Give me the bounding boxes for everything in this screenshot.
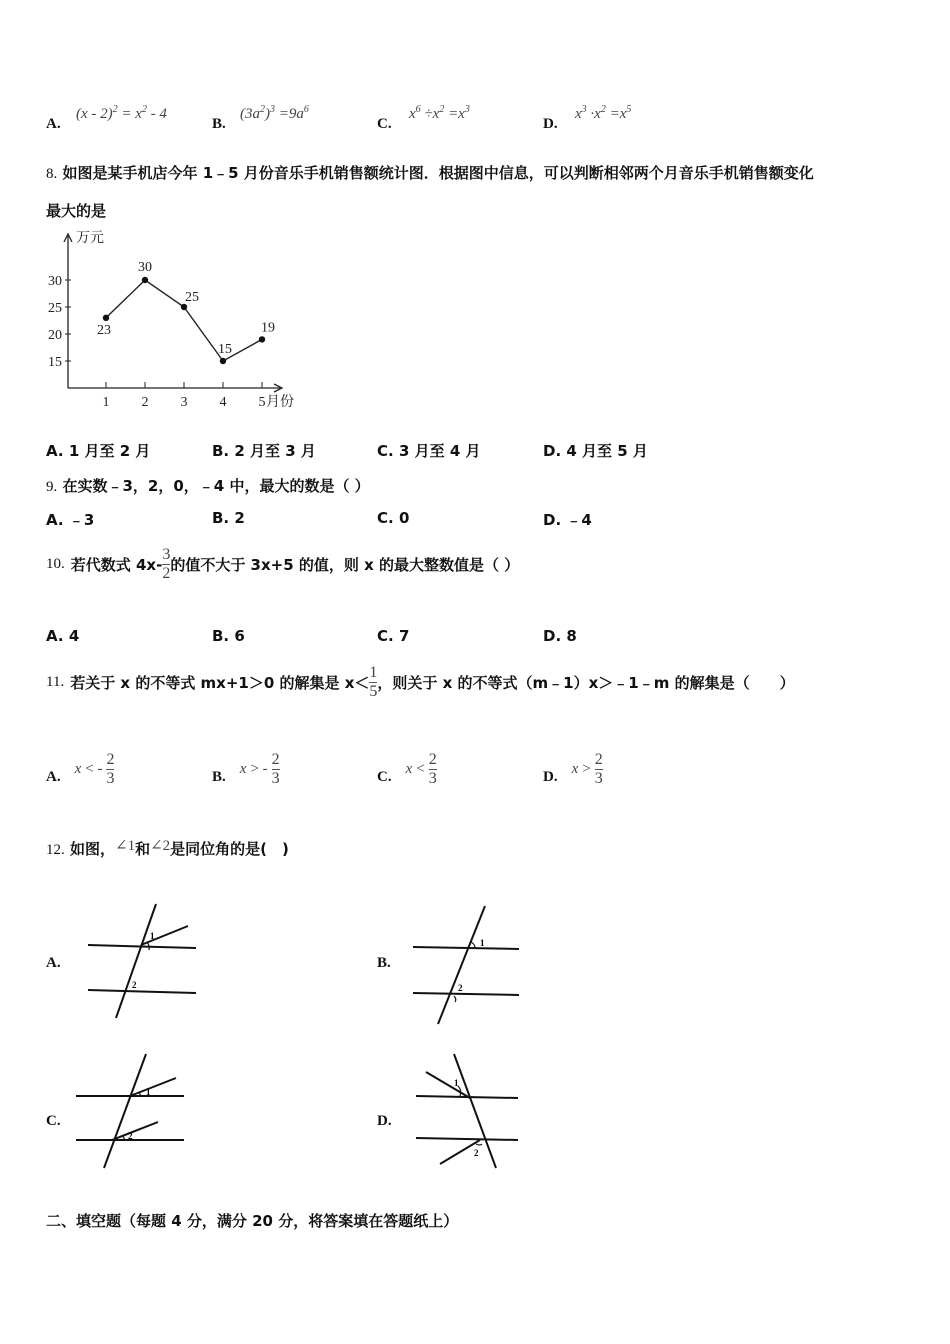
data-label: 19 [261, 320, 275, 336]
q10-option-a [46, 627, 79, 645]
option-text: ﹣4 [566, 511, 592, 529]
fraction-denominator: 5 [369, 682, 378, 700]
option-label: B. [212, 442, 230, 460]
question-text-pre: 如图， [69, 840, 115, 858]
option-label: A. [46, 442, 64, 460]
q12-figure-a [80, 898, 205, 1023]
option-text: 0 [398, 509, 410, 527]
q8-option-a [46, 440, 150, 461]
angle-1-symbol: ∠1 [115, 838, 136, 854]
option-label: D. [543, 116, 558, 132]
option-label: B. [212, 509, 230, 527]
q11-option-a [46, 746, 114, 792]
q11-stem [46, 660, 795, 704]
option-variable: x [239, 760, 247, 777]
option-expression: $x^6 \div x^2 =x^3$ [409, 104, 470, 122]
option-variable: x [571, 760, 579, 777]
option-label: C. [377, 442, 394, 460]
option-variable: x [74, 760, 82, 777]
data-label: 30 [138, 260, 152, 275]
q9-option-a [46, 509, 94, 530]
q11-option-b [212, 746, 280, 792]
question-number: 9. [46, 479, 58, 495]
option-relation: > [582, 760, 591, 777]
question-text: 在实数﹣3，2，0，﹣4 中，最大的数是（ ） [62, 477, 370, 495]
q8-stem-line1 [46, 162, 814, 183]
q8-options [0, 440, 950, 462]
fraction-denominator: 3 [594, 769, 603, 787]
fraction-numerator: 2 [271, 750, 280, 768]
q12-option-a-label: A. [46, 955, 61, 971]
option-text: ﹣3 [68, 511, 95, 529]
option-text: 1 月至 2 月 [68, 442, 151, 460]
question-text-pre: 若代数式 4x- [70, 555, 163, 574]
option-label: D. [543, 768, 558, 785]
option-expression: $(3a^2)^3 =9a^6$ [240, 104, 309, 122]
fraction-denominator: 3 [271, 769, 280, 787]
fraction-numerator: 2 [428, 750, 437, 768]
q10-option-c [377, 627, 409, 645]
fraction [162, 546, 170, 583]
y-tick-label: 25 [48, 301, 62, 316]
fraction-denominator: 2 [162, 564, 171, 582]
option-label: C. [377, 116, 392, 132]
option-label: C. [377, 627, 394, 645]
option-label: A. [46, 768, 61, 785]
fraction [106, 751, 114, 788]
option-text: 2 [234, 509, 245, 527]
question-number: 11. [46, 673, 65, 690]
option-label: D. [543, 442, 562, 460]
x-tick-label: 5 [258, 395, 266, 410]
q9-option-b [212, 509, 245, 527]
q7-options [0, 100, 950, 140]
angle-1-label: 1 [480, 938, 485, 948]
question-text-pre: 若关于 x 的不等式 mx+1＞0 的解集是 x＜ [70, 673, 370, 692]
series-line [106, 280, 262, 361]
option-text: 2 月至 3 月 [234, 442, 316, 460]
option-label: D. [543, 627, 562, 645]
x-tick-label: 4 [219, 395, 227, 410]
fraction [369, 664, 377, 701]
fraction [272, 751, 280, 788]
q12-option-b-label: B. [377, 955, 391, 971]
x-tick-label: 1 [102, 395, 110, 410]
option-label: A. [46, 627, 64, 645]
q11-option-d [543, 746, 603, 792]
fraction [429, 751, 437, 788]
question-text-post: ，则关于 x 的不等式（m﹣1）x＞﹣1﹣m 的解集是（ ） [377, 673, 795, 692]
q8-option-c [377, 440, 481, 461]
angle-1-label: 1 [454, 1078, 459, 1088]
option-text: 3 月至 4 月 [398, 442, 481, 460]
x-tick-label: 2 [141, 395, 149, 410]
option-relation: < - [85, 760, 103, 777]
option-label: B. [212, 116, 226, 132]
data-point [103, 315, 109, 321]
q8-option-b [212, 440, 316, 461]
question-text-mid: 和 [135, 840, 151, 858]
data-label: 25 [185, 290, 199, 305]
y-axis-label: 万元 [76, 231, 104, 246]
option-label: B. [212, 627, 230, 645]
option-label: A. [46, 511, 64, 529]
angle-2-label: 2 [458, 983, 463, 993]
option-relation: < [416, 760, 425, 777]
option-expression: $x^3 \cdot x^2 =x^5$ [575, 104, 632, 122]
fraction-denominator: 3 [428, 769, 437, 787]
q10-option-d [543, 627, 577, 645]
q9-option-c [377, 509, 409, 527]
question-text-post: 是同位角的是( ) [170, 840, 289, 858]
q10-options [0, 627, 950, 649]
option-text: 7 [398, 627, 410, 645]
fraction-numerator: 3 [162, 545, 171, 563]
fraction-numerator: 2 [106, 750, 115, 768]
question-number: 8. [46, 166, 58, 182]
data-label: 23 [97, 322, 111, 338]
q9-stem [46, 475, 370, 496]
angle-2-symbol: ∠2 [150, 838, 171, 854]
option-text: 6 [234, 627, 245, 645]
fraction-numerator: 1 [369, 663, 378, 681]
q11-options [0, 746, 950, 792]
q12-figure-d [410, 1048, 525, 1173]
x-axis-label: 月份 [266, 395, 294, 410]
data-point [259, 336, 265, 342]
sales-line-chart [40, 226, 310, 416]
angle-2-label: 2 [132, 980, 137, 990]
q12-figure-c [72, 1048, 192, 1173]
q9-options [0, 509, 950, 531]
x-tick-label: 3 [180, 395, 188, 410]
q10-stem [46, 542, 519, 586]
option-variable: x [405, 760, 413, 777]
q9-option-d [543, 509, 592, 530]
fraction [595, 751, 603, 788]
option-label: A. [46, 116, 61, 132]
section-2-title: 二、填空题（每题 4 分，满分 20 分，将答案填在答题纸上） [46, 1212, 459, 1230]
option-label: D. [543, 511, 562, 529]
data-point [220, 358, 226, 364]
option-expression: $(x - 2)^2 = x^2 - 4$ [76, 104, 167, 122]
q8-stem-line2: 最大的是 [46, 202, 107, 220]
y-tick-label: 20 [48, 328, 62, 343]
q12-option-d-label: D. [377, 1113, 392, 1129]
y-tick-label: 30 [48, 274, 62, 289]
angle-2-label: 2 [474, 1148, 479, 1158]
fraction-numerator: 2 [594, 750, 603, 768]
q11-option-c [377, 746, 437, 792]
option-label: B. [212, 768, 226, 785]
q12-stem [46, 838, 289, 859]
option-label: C. [377, 768, 392, 785]
question-text-post: 的值不大于 3x+5 的值，则 x 的最大整数值是（ ） [170, 555, 520, 574]
option-text: 4 [68, 627, 80, 645]
data-point [142, 277, 148, 283]
data-label: 15 [218, 342, 232, 357]
angle-2-label: 2 [128, 1131, 133, 1141]
q12-figure-b [405, 898, 530, 1028]
option-text: 4 月至 5 月 [566, 442, 648, 460]
question-number: 10. [46, 555, 65, 572]
angle-1-label: 1 [150, 931, 155, 941]
y-tick-label: 15 [48, 355, 62, 370]
q12-option-c-label: C. [46, 1113, 61, 1129]
option-relation: > - [250, 760, 268, 777]
fraction-denominator: 3 [106, 769, 115, 787]
option-label: C. [377, 509, 394, 527]
angle-1-label: 1 [146, 1087, 151, 1097]
q10-option-b [212, 627, 245, 645]
question-number: 12. [46, 842, 65, 858]
q8-option-d [543, 440, 648, 461]
question-text: 如图是某手机店今年 1﹣5 月份音乐手机销售额统计图．根据图中信息，可以判断相邻两个月音乐手机销售额变化 [62, 164, 814, 182]
option-text: 8 [566, 627, 577, 645]
